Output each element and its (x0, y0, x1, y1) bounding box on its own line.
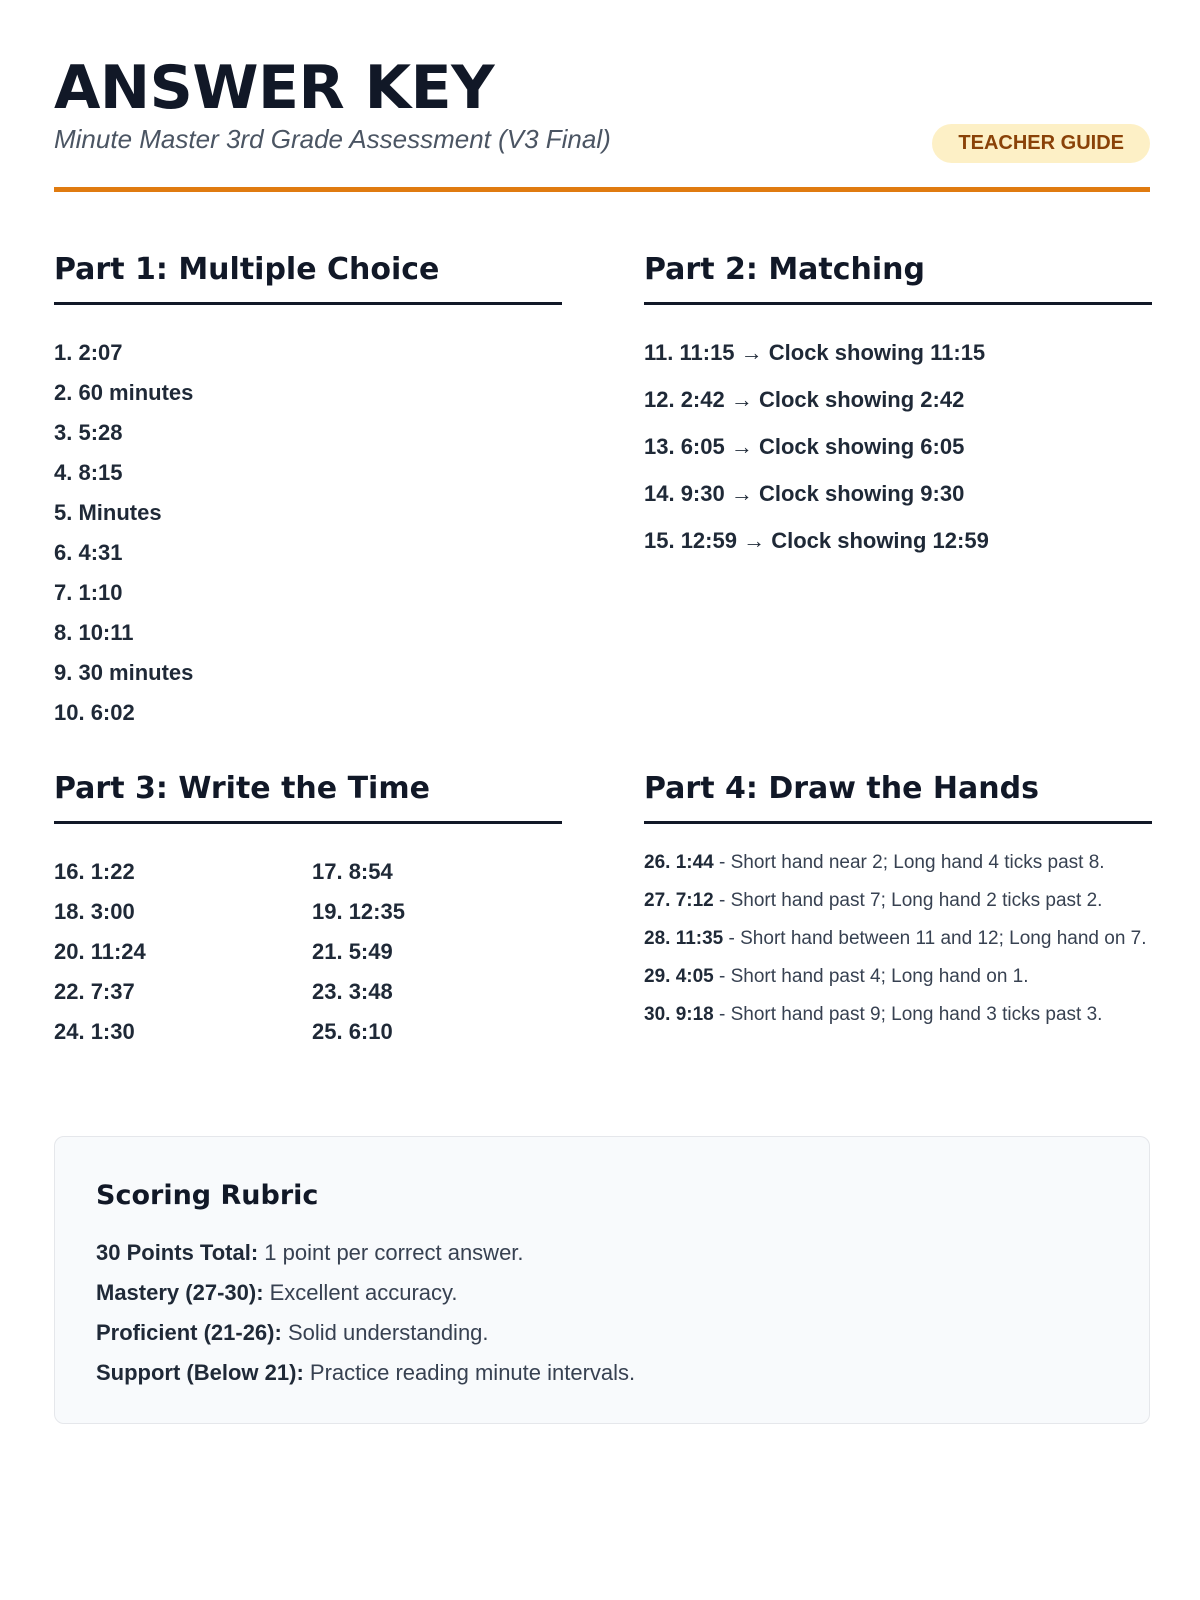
part-1-section (54, 250, 562, 733)
answer-label: 29. 4:05 (644, 966, 714, 987)
rubric-item (96, 1313, 1108, 1353)
part-2-section (644, 250, 1152, 568)
answer-item (644, 888, 1152, 913)
header-divider (54, 187, 1150, 192)
answer-item: 17. 8:54 (312, 859, 393, 884)
page-title: ANSWER KEY (54, 53, 495, 123)
answer-description: - Short hand between 11 and 12; Long hand on 7. (723, 928, 1147, 949)
answer-item: 3. 5:28 (54, 420, 123, 445)
page-header (54, 53, 1150, 154)
part-1-heading: Part 1: Multiple Choice (54, 250, 562, 305)
part-3-heading: Part 3: Write the Time (54, 769, 562, 824)
part-4-answer-list (644, 850, 1152, 1027)
answer-item (644, 850, 1152, 875)
answer-item: 20. 11:24 (54, 939, 146, 964)
part-2-heading: Part 2: Matching (644, 250, 1152, 305)
rubric-text: 1 point per correct answer. (258, 1240, 524, 1265)
answer-item: 12. 2:42 → Clock showing 2:42 (644, 387, 965, 412)
answer-item (644, 964, 1152, 989)
answer-item: 4. 8:15 (54, 460, 123, 485)
answer-item: 18. 3:00 (54, 899, 135, 924)
answer-item: 1. 2:07 (54, 340, 123, 365)
answer-item: 5. Minutes (54, 500, 162, 525)
answer-item: 14. 9:30 → Clock showing 9:30 (644, 481, 965, 506)
rubric-item (96, 1273, 1108, 1313)
answer-item: 21. 5:49 (312, 939, 393, 964)
answer-item: 25. 6:10 (312, 1019, 393, 1044)
part-4-section (644, 769, 1152, 1040)
rubric-text: Solid understanding. (281, 1320, 489, 1345)
answer-item (644, 1002, 1152, 1027)
answer-description: - Short hand past 9; Long hand 3 ticks past 3. (713, 1004, 1103, 1025)
answer-item: 8. 10:11 (54, 620, 134, 645)
answer-item: 22. 7:37 (54, 979, 135, 1004)
rubric-text: Excellent accuracy. (263, 1280, 458, 1305)
answer-item: 19. 12:35 (312, 899, 405, 924)
part-4-heading: Part 4: Draw the Hands (644, 769, 1152, 824)
rubric-heading: Scoring Rubric (96, 1180, 319, 1211)
part-3-answer-grid (54, 852, 562, 1052)
rubric-label: Support (Below 21): (96, 1360, 304, 1385)
answer-item: 13. 6:05 → Clock showing 6:05 (644, 434, 965, 459)
page-subtitle: Minute Master 3rd Grade Assessment (V3 Final) (54, 124, 611, 154)
part-3-section (54, 769, 562, 1052)
answer-description: - Short hand past 4; Long hand on 1. (713, 966, 1029, 987)
answer-item (644, 926, 1152, 951)
rubric-label: 30 Points Total: (96, 1240, 259, 1265)
rubric-label: Proficient (21-26): (96, 1320, 282, 1345)
rubric-item (96, 1353, 1108, 1393)
answer-item: 23. 3:48 (312, 979, 393, 1004)
answer-label: 27. 7:12 (644, 890, 714, 911)
answer-label: 28. 11:35 (644, 928, 724, 949)
teacher-guide-badge: TEACHER GUIDE (932, 124, 1150, 163)
rubric-item (96, 1233, 1108, 1273)
answer-description: - Short hand past 7; Long hand 2 ticks past 2. (713, 890, 1103, 911)
answer-item: 9. 30 minutes (54, 660, 194, 685)
answer-item: 15. 12:59 → Clock showing 12:59 (644, 528, 989, 553)
answer-label: 30. 9:18 (644, 1004, 714, 1025)
scoring-rubric (54, 1136, 1150, 1424)
answer-item: 7. 1:10 (54, 580, 123, 605)
answer-item: 6. 4:31 (54, 540, 123, 565)
answer-item: 2. 60 minutes (54, 380, 194, 405)
part-2-answer-list (644, 333, 1152, 568)
rubric-label: Mastery (27-30): (96, 1280, 264, 1305)
answer-item: 16. 1:22 (54, 859, 135, 884)
answer-description: - Short hand near 2; Long hand 4 ticks past 8. (713, 852, 1105, 873)
part-1-answer-list (54, 333, 562, 733)
answer-label: 26. 1:44 (644, 852, 714, 873)
answer-item: 24. 1:30 (54, 1019, 135, 1044)
rubric-text: Practice reading minute intervals. (303, 1360, 636, 1385)
answer-item: 11. 11:15 → Clock showing 11:15 (644, 340, 986, 365)
answer-item: 10. 6:02 (54, 700, 135, 725)
